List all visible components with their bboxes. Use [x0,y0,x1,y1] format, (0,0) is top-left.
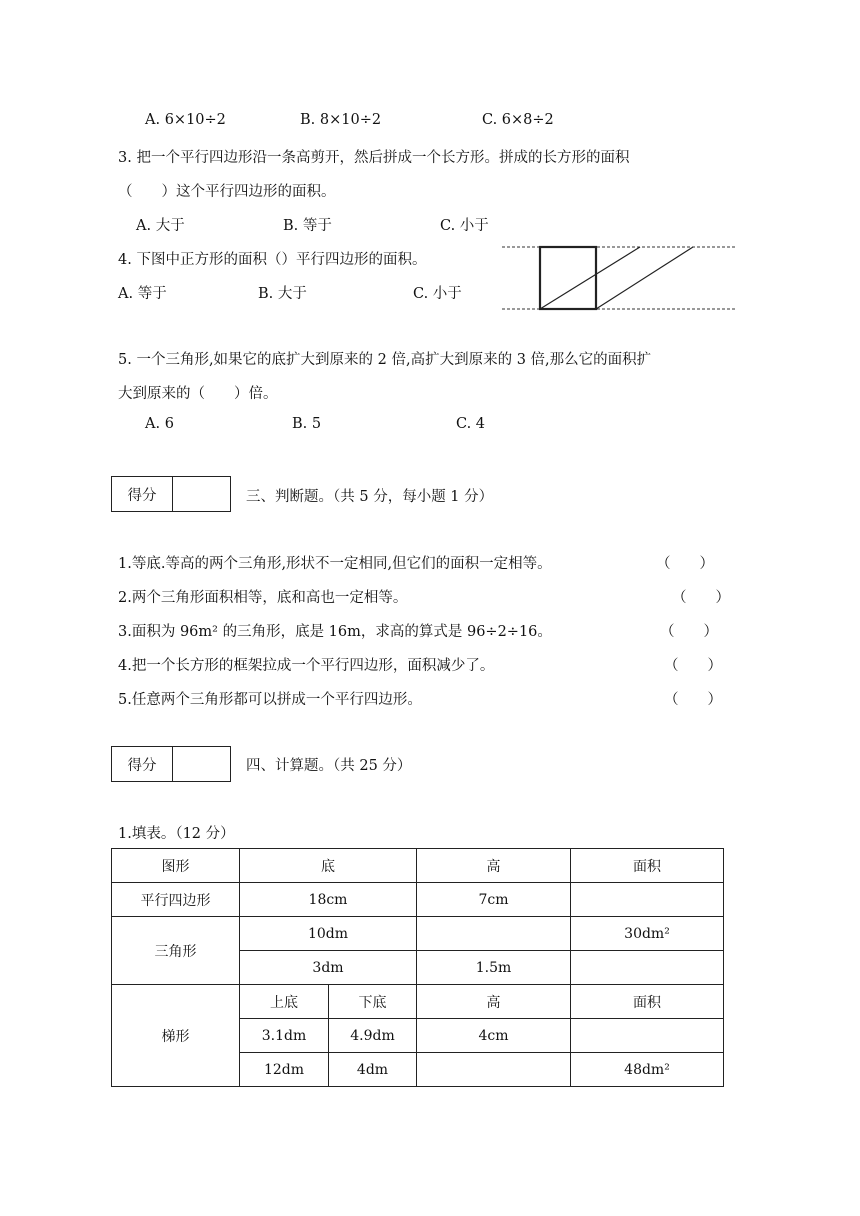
q4-option-c: C. 小于 [413,286,462,302]
header-shape: 图形 [112,849,240,883]
cell-para-area[interactable] [571,883,724,917]
header-top-base: 上底 [240,985,329,1019]
q3-option-c: C. 小于 [440,218,489,234]
score-box-section4 [111,746,231,782]
cell-trap2-area: 48dm² [571,1053,724,1087]
judge-answer-2[interactable]: （ ） [672,590,730,606]
judge-answer-1[interactable]: （ ） [656,556,714,572]
header-base: 底 [240,849,417,883]
table-row-parallelogram [112,883,724,917]
q4-option-a: A. 等于 [118,286,167,302]
cell-tri1-area: 30dm² [571,917,724,951]
q4-option-b: B. 大于 [258,286,307,302]
score-box-section3 [111,476,231,512]
fill-table-instruction: 1.填表。（12 分） [118,826,235,842]
cell-tri2-area[interactable] [571,951,724,985]
q5-option-c: C. 4 [456,416,486,432]
table-row-trapezoid-header [112,985,724,1019]
judge-item-4: 4.把一个长方形的框架拉成一个平行四边形，面积减少了。 [118,658,495,674]
q3-line1: 3. 把一个平行四边形沿一条高剪开，然后拼成一个长方形。拼成的长方形的面积 [118,150,630,166]
judge-item-5: 5.任意两个三角形都可以拼成一个平行四边形。 [118,692,422,708]
q3-option-a: A. 大于 [136,218,185,234]
judge-item-2: 2.两个三角形面积相等，底和高也一定相等。 [118,590,408,606]
square-parallelogram-figure [500,242,740,314]
header-trap-height: 高 [417,985,571,1019]
q5-line1: 5. 一个三角形,如果它的底扩大到原来的 2 倍,高扩大到原来的 3 倍,那么它的面积扩 [118,352,652,368]
q4-text: 4. 下图中正方形的面积（）平行四边形的面积。 [118,252,427,268]
row-label-triangle: 三角形 [112,917,240,985]
q2-option-b: B. 8×10÷2 [300,112,382,128]
row-label-trapezoid: 梯形 [112,985,240,1087]
header-trap-area: 面积 [571,985,724,1019]
section3-title: 三、判断题。（共 5 分，每小题 1 分） [246,489,494,505]
header-area: 面积 [571,849,724,883]
q3-line2: （ ）这个平行四边形的面积。 [118,184,336,200]
judge-answer-4[interactable]: （ ） [664,658,722,674]
judge-answer-5[interactable]: （ ） [664,692,722,708]
judge-item-3: 3.面积为 96m² 的三角形，底是 16m，求高的算式是 96÷2÷16。 [118,624,552,640]
q2-option-c: C. 6×8÷2 [482,112,554,128]
q3-option-b: B. 等于 [283,218,332,234]
cell-trap1-height: 4cm [417,1019,571,1053]
cell-para-base: 18cm [240,883,417,917]
score-label: 得分 [112,477,173,511]
cell-tri1-height[interactable] [417,917,571,951]
q5-option-a: A. 6 [145,416,174,432]
score-label: 得分 [112,747,173,781]
q5-line2: 大到原来的（ ）倍。 [118,386,278,402]
table-header-row [112,849,724,883]
q5-option-b: B. 5 [292,416,322,432]
q2-option-a: A. 6×10÷2 [145,112,226,128]
header-height: 高 [417,849,571,883]
cell-trap1-top: 3.1dm [240,1019,329,1053]
section4-title: 四、计算题。（共 25 分） [246,758,412,774]
fill-table [111,848,724,1087]
cell-trap1-area[interactable] [571,1019,724,1053]
cell-trap2-top: 12dm [240,1053,329,1087]
cell-para-height: 7cm [417,883,571,917]
cell-trap2-height[interactable] [417,1053,571,1087]
cell-tri1-base: 10dm [240,917,417,951]
judge-item-1: 1.等底.等高的两个三角形,形状不一定相同,但它们的面积一定相等。 [118,556,552,572]
cell-trap2-bottom: 4dm [329,1053,417,1087]
judge-answer-3[interactable]: （ ） [660,624,718,640]
header-bottom-base: 下底 [329,985,417,1019]
cell-tri2-base: 3dm [240,951,417,985]
cell-trap1-bottom: 4.9dm [329,1019,417,1053]
cell-tri2-height: 1.5m [417,951,571,985]
row-label-parallelogram: 平行四边形 [112,883,240,917]
table-row-triangle-1 [112,917,724,951]
